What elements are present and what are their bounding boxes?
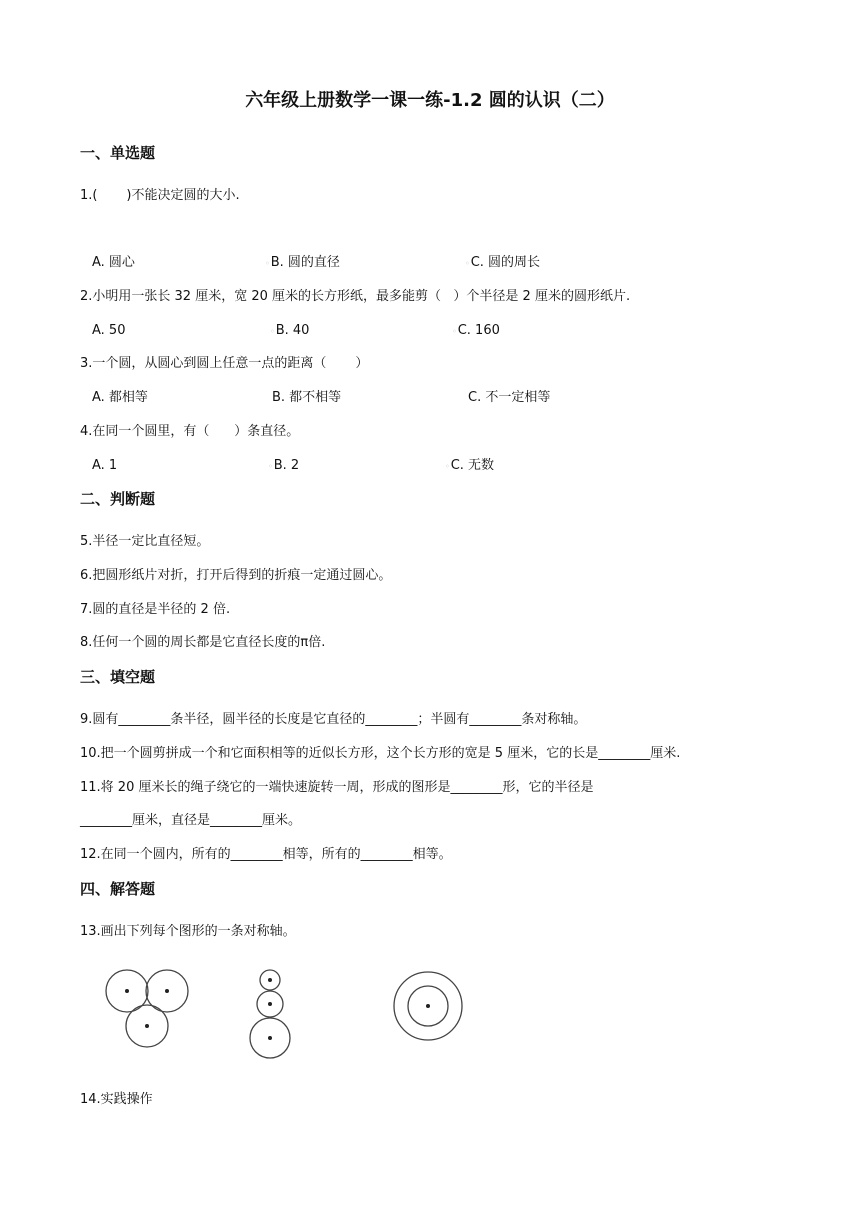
question-1-option-b: ◦B. 圆的直径	[265, 255, 340, 270]
center-dot	[125, 989, 129, 993]
question-4-option-c: ◦C. 无数	[445, 458, 495, 473]
center-dot	[268, 978, 272, 982]
option-marker-icon: ◦	[270, 327, 275, 336]
question-1-option-a: A. 圆心	[92, 255, 135, 270]
question-3-option-c: C. 不一定相等	[468, 390, 551, 405]
question-3-option-a: A. 都相等	[92, 390, 148, 405]
question-1-option-c: ◦C. 圆的周长	[465, 255, 541, 270]
question-13: 13.画出下列每个图形的一条对称轴。	[80, 924, 296, 939]
center-dot	[145, 1024, 149, 1028]
figure-concentric-circles	[390, 968, 466, 1044]
center-dot	[165, 989, 169, 993]
option-marker-icon: ◦	[465, 259, 470, 268]
section-heading-choice: 一、单选题	[80, 144, 156, 162]
question-2-stem: 2.小明用一张长 32 厘米，宽 20 厘米的长方形纸，最多能剪（ ）个半径是 2 厘米的圆形纸片.	[80, 289, 631, 304]
option-marker-icon: ◦	[265, 259, 270, 268]
question-5: 5.半径一定比直径短。	[80, 534, 210, 549]
question-3-option-b: B. 都不相等	[272, 390, 342, 405]
question-2-option-b: ◦B. 40	[270, 323, 310, 338]
question-4-option-b: ◦B. 2	[268, 458, 300, 473]
option-marker-icon: ◦	[452, 327, 457, 336]
question-9: 9.圆有________条半径，圆半径的长度是它直径的________；半圆有________条对称轴。	[80, 712, 587, 727]
question-8: 8.任何一个圆的周长都是它直径长度的π倍.	[80, 635, 326, 650]
question-2-option-a: A. 50	[92, 323, 126, 338]
question-7: 7.圆的直径是半径的 2 倍.	[80, 602, 231, 617]
question-4-stem: 4.在同一个圆里，有（ ）条直径。	[80, 424, 300, 439]
question-11-line-2: ________厘米，直径是________厘米。	[80, 813, 302, 828]
question-1-stem: 1.( )不能决定圆的大小.	[80, 188, 240, 203]
question-2-option-c: ◦C. 160	[452, 323, 500, 338]
question-3-stem: 3.一个圆，从圆心到圆上任意一点的距离（ ）	[80, 356, 369, 371]
option-marker-icon: ◦	[268, 462, 273, 471]
section-heading-judge: 二、判断题	[80, 490, 156, 508]
question-14: 14.实践操作	[80, 1092, 153, 1107]
option-marker-icon: ◦	[445, 462, 450, 471]
figure-stacked-circles	[245, 966, 299, 1062]
question-10: 10.把一个圆剪拼成一个和它面积相等的近似长方形，这个长方形的宽是 5 厘米，它的长是________厘米.	[80, 746, 681, 761]
center-dot	[268, 1002, 272, 1006]
question-12: 12.在同一个圆内，所有的________相等，所有的________相等。	[80, 847, 452, 862]
center-dot	[426, 1004, 430, 1008]
question-11-line-1: 11.将 20 厘米长的绳子绕它的一端快速旋转一周，形成的图形是________形，它的半径是	[80, 780, 594, 795]
question-4-option-a: A. 1	[92, 458, 118, 473]
center-dot	[268, 1036, 272, 1040]
figure-three-circles	[100, 962, 190, 1052]
section-heading-answer: 四、解答题	[80, 880, 156, 898]
question-6: 6.把圆形纸片对折，打开后得到的折痕一定通过圆心。	[80, 568, 392, 583]
section-heading-fill: 三、填空题	[80, 668, 156, 686]
page-title: 六年级上册数学一课一练-1.2 圆的认识（二）	[245, 90, 615, 111]
